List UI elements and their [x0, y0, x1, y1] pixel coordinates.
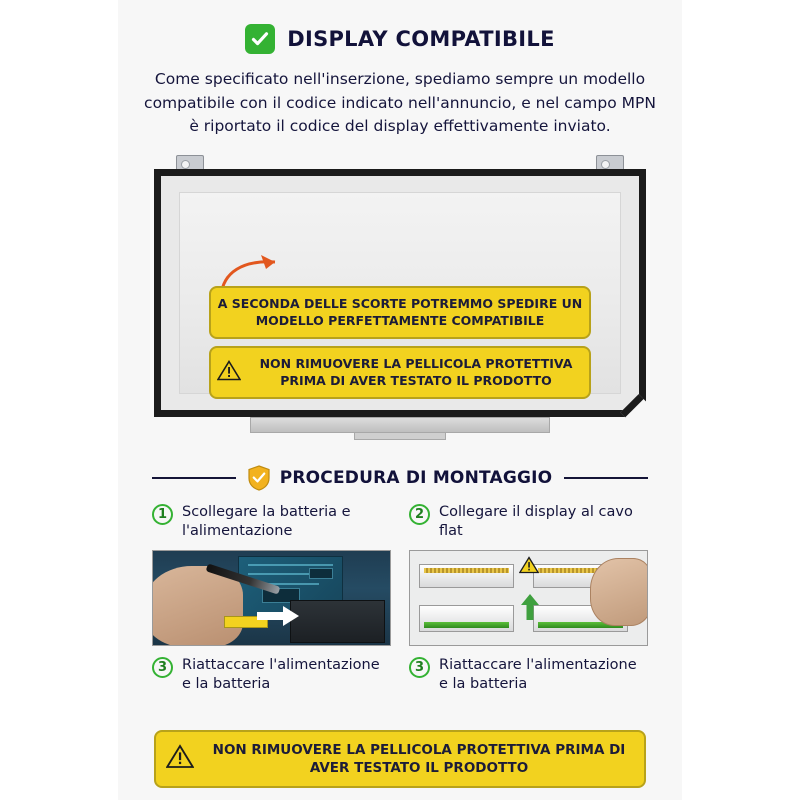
- warning-triangle-icon: [166, 744, 194, 773]
- connector-top-left: [419, 564, 514, 588]
- battery-pack: [290, 600, 385, 643]
- section-title-wrap: [248, 465, 553, 491]
- steps-right-column: [409, 503, 648, 695]
- display-panel-illustration: [154, 155, 646, 439]
- hand: [590, 558, 648, 626]
- step-3-left: [152, 656, 391, 695]
- panel-bezel: [154, 169, 646, 417]
- panel-base: [190, 417, 610, 439]
- step-2: [409, 503, 648, 542]
- callout-film-warning: [209, 346, 591, 400]
- step-text: Collegare il display al cavo flat: [439, 503, 633, 540]
- divider-left: [152, 477, 236, 479]
- step-text: Riattaccare l'alimentazione e la batteria: [182, 656, 380, 693]
- panel-corner-cut: [620, 394, 657, 431]
- pcb-trace: [248, 564, 333, 566]
- photo-flat-cable-connector: [409, 550, 648, 646]
- step-number: 3: [409, 657, 430, 678]
- step-number: 1: [152, 504, 173, 525]
- bracket-left: [176, 155, 204, 169]
- connector-scene: [410, 551, 647, 645]
- header-subtitle: Come specificato nell'inserzione, spediamo sempre un modello compatibile con il codice indicato nell'annuncio, e nel campo MPN è riportato il codice del display effettivamente inviato.: [144, 70, 656, 136]
- step-text: Riattaccare l'alimentazione e la batteria: [439, 656, 637, 693]
- header: [118, 0, 682, 54]
- step-text: Scollegare la batteria e l'alimentazione: [182, 503, 351, 540]
- divider-right: [564, 477, 648, 479]
- section-header-montaggio: [152, 465, 648, 491]
- callout-film-text: NON RIMUOVERE LA PELLICOLA PROTETTIVA PRIMA DI AVER TESTATO IL PRODOTTO: [259, 355, 573, 388]
- footer-warning-banner: [154, 730, 646, 788]
- footer-warning-text: NON RIMUOVERE LA PELLICOLA PROTETTIVA PRIMA DI AVER TESTATO IL PRODOTTO: [212, 741, 626, 776]
- steps-left-column: [152, 503, 391, 695]
- callout-stock-text: A SECONDA DELLE SCORTE POTREMMO SPEDIRE UN MODELLO PERFETTAMENTE COMPATIBILE: [217, 295, 583, 328]
- pcb-chip: [309, 568, 333, 579]
- content-column: [118, 0, 682, 800]
- step-1: [152, 503, 391, 542]
- check-icon: [245, 24, 275, 54]
- motherboard-scene: [153, 551, 390, 645]
- step-3-right: [409, 656, 648, 695]
- shield-icon: [248, 465, 270, 491]
- page-title: DISPLAY COMPATIBILE: [287, 27, 555, 51]
- step-number: 3: [152, 657, 173, 678]
- arrow-up-icon: [521, 594, 539, 624]
- arrow-right-icon: [257, 606, 299, 630]
- flat-cable: [424, 622, 509, 628]
- warning-triangle-icon: [519, 556, 539, 578]
- warning-triangle-icon: [217, 360, 241, 386]
- right-margin: [682, 0, 800, 800]
- photo-motherboard-battery: [152, 550, 391, 646]
- pcb-trace: [248, 573, 319, 575]
- panel-brackets: [154, 155, 646, 169]
- step-number: 2: [409, 504, 430, 525]
- callout-stock-note: [209, 286, 591, 340]
- steps-grid: [152, 503, 648, 695]
- panel-base-tab: [354, 433, 446, 440]
- bracket-right: [596, 155, 624, 169]
- left-margin: [0, 0, 118, 800]
- contact-strip: [424, 568, 509, 573]
- section-title: PROCEDURA DI MONTAGGIO: [279, 467, 553, 488]
- panel-base-strip: [250, 417, 550, 433]
- connector-bottom-left: [419, 605, 514, 631]
